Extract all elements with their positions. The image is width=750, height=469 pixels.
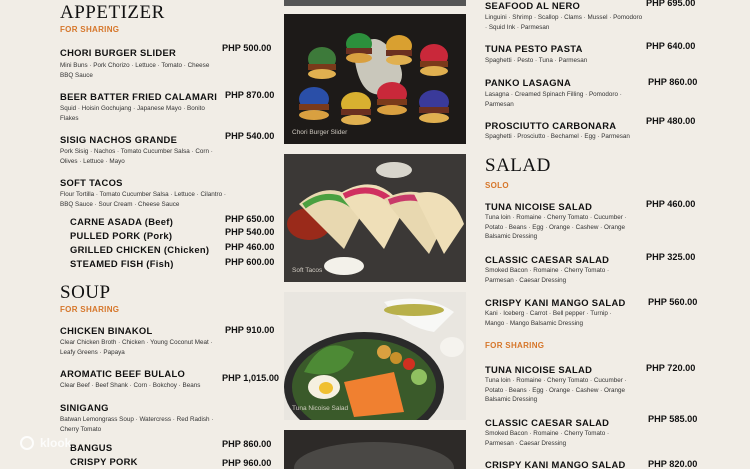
soup-item-desc: Batwan Lemongrass Soup · Watercress · Red Radish · Cherry Tomato	[60, 416, 214, 433]
salad-solo-label: SOLO	[485, 181, 509, 190]
bottom-photo-illustration	[284, 430, 466, 469]
appetizer-title: APPETIZER	[60, 2, 165, 23]
salad-item-name: CLASSIC CAESAR SALAD	[485, 254, 610, 265]
klook-watermark: klook	[40, 436, 72, 450]
salad-item-name: CRISPY KANI MANGO SALAD	[485, 459, 626, 469]
sinigang-option-price: PHP 860.00	[222, 439, 272, 449]
burger-slider-illustration	[284, 14, 466, 144]
taco-option-price: PHP 540.00	[225, 227, 275, 237]
soup-item-name: AROMATIC BEEF BULALO	[60, 368, 186, 379]
taco-option-price: PHP 600.00	[225, 257, 275, 267]
pasta-item-name: PROSCIUTTO CARBONARA	[485, 120, 617, 131]
taco-option-price: PHP 460.00	[225, 242, 275, 252]
sinigang-option-name: BANGUS	[70, 442, 113, 453]
photo-tuna-nicoise-salad	[284, 292, 466, 420]
tacos-illustration	[284, 154, 466, 282]
taco-option-name: STEAMED FISH (Fish)	[70, 258, 174, 269]
pasta-item-name: SEAFOOD AL NERO	[485, 0, 581, 11]
appetizer-item-price: PHP 500.00	[222, 43, 272, 53]
salad-item-desc: Tuna loin · Romaine · Cherry Tomato · Cucumber · Potato · Beans · Egg · Orange · Cashew · Orange Balsamic Dressing	[485, 214, 627, 241]
appetizer-item-name: SISIG NACHOS GRANDE	[60, 134, 178, 145]
taco-option-name: PULLED PORK (Pork)	[70, 230, 173, 241]
appetizer-item-desc: Squid · Hoisin Gochujang · Japanese Mayo · Bonito Flakes	[60, 105, 205, 122]
pasta-item-price: PHP 640.00	[646, 41, 696, 51]
photo-chori-burger-slider	[284, 14, 466, 144]
photo-bottom	[284, 430, 466, 469]
soup-item-desc: Clear Beef · Beef Shank · Corn · Bokchoy · Beans	[60, 382, 201, 389]
photo-soft-tacos	[284, 154, 466, 282]
appetizer-item-desc: Pork Sisig · Nachos · Tomato Cucumber Salsa · Corn · Olives · Lettuce · Mayo	[60, 148, 213, 165]
taco-option-name: CARNE ASADA (Beef)	[70, 216, 174, 227]
salad-item-price: PHP 460.00	[646, 199, 696, 209]
salad-item-price: PHP 585.00	[648, 414, 698, 424]
pasta-item-price: PHP 695.00	[646, 0, 696, 8]
soup-item-price: PHP 1,015.00	[222, 373, 280, 383]
salad-item-name: CRISPY KANI MANGO SALAD	[485, 297, 626, 308]
salad-title: SALAD	[485, 155, 551, 176]
salad-item-price: PHP 325.00	[646, 252, 696, 262]
photo-caption: Tuna Nicoise Salad	[292, 405, 349, 412]
soup-item-price: PHP 910.00	[225, 325, 275, 335]
soup-item-name: SINIGANG	[60, 402, 109, 413]
klook-logo-icon	[20, 436, 34, 450]
photo-top-strip	[284, 0, 466, 6]
appetizer-item-name: SOFT TACOS	[60, 177, 123, 188]
salad-item-desc: Tuna loin · Romaine · Cherry Tomato · Cucumber · Potato · Beans · Egg · Orange · Cashew · Orange Balsamic Dressing	[485, 377, 627, 404]
taco-option-name: GRILLED CHICKEN (Chicken)	[70, 244, 210, 255]
salad-item-name: CLASSIC CAESAR SALAD	[485, 417, 610, 428]
salad-item-desc: Smoked Bacon · Romaine · Cherry Tomato · Parmesan · Caesar Dressing	[485, 267, 610, 284]
pasta-item-name: TUNA PESTO PASTA	[485, 43, 583, 54]
soup-item-desc: Clear Chicken Broth · Chicken · Young Coconut Meat · Leafy Greens · Papaya	[60, 339, 213, 356]
salad-item-name: TUNA NICOISE SALAD	[485, 201, 593, 212]
salad-sharing-label: FOR SHARING	[485, 341, 545, 350]
pasta-item-desc: Linguini · Shrimp · Scallop · Clams · Mussel · Pomodoro · Squid Ink · Parmesan	[485, 14, 643, 31]
pasta-item-price: PHP 860.00	[648, 77, 698, 87]
sinigang-option-name: CRISPY PORK	[70, 456, 138, 467]
sinigang-option-price: PHP 960.00	[222, 458, 272, 468]
appetizer-item-price: PHP 870.00	[225, 90, 275, 100]
appetizer-item-name: BEER BATTER FRIED CALAMARI	[60, 91, 218, 102]
salad-item-price: PHP 820.00	[648, 459, 698, 469]
salad-item-price: PHP 720.00	[646, 363, 696, 373]
taco-option-price: PHP 650.00	[225, 214, 275, 224]
soup-title: SOUP	[60, 282, 111, 303]
salad-item-name: TUNA NICOISE SALAD	[485, 364, 593, 375]
photo-caption: Soft Tacos	[292, 267, 323, 274]
pasta-item-desc: Spaghetti · Pesto · Tuna · Parmesan	[485, 57, 588, 64]
appetizer-item-desc: Flour Tortilla · Tomato Cucumber Salsa · Lettuce · Cilantro · BBQ Sauce · Sour Cream · Cheese Sauce	[60, 191, 226, 208]
appetizer-item-desc: Mini Buns · Pork Chorizo · Lettuce · Tomato · Cheese BBQ Sauce	[60, 62, 210, 79]
pasta-item-desc: Spaghetti · Prosciutto · Bechamel · Egg · Parmesan	[485, 133, 630, 140]
soup-item-name: CHICKEN BINAKOL	[60, 325, 153, 336]
appetizer-item-name: CHORI BURGER SLIDER	[60, 47, 177, 58]
appetizer-item-price: PHP 540.00	[225, 131, 275, 141]
pasta-item-desc: Lasagna · Creamed Spinach Filling · Pomodoro · Parmesan	[485, 91, 622, 108]
salad-item-desc: Smoked Bacon · Romaine · Cherry Tomato · Parmesan · Caesar Dressing	[485, 430, 610, 447]
salad-item-desc: Kani · Iceberg · Carrot · Bell pepper · Turnip · Mango · Mango Balsamic Dressing	[485, 310, 612, 327]
photo-caption: Chori Burger Slider	[292, 129, 348, 136]
appetizer-subtitle: FOR SHARING	[60, 25, 120, 34]
salad-item-price: PHP 560.00	[648, 297, 698, 307]
pasta-item-name: PANKO LASAGNA	[485, 77, 572, 88]
pasta-item-price: PHP 480.00	[646, 116, 696, 126]
salad-illustration	[284, 292, 466, 420]
soup-subtitle: FOR SHARING	[60, 305, 120, 314]
